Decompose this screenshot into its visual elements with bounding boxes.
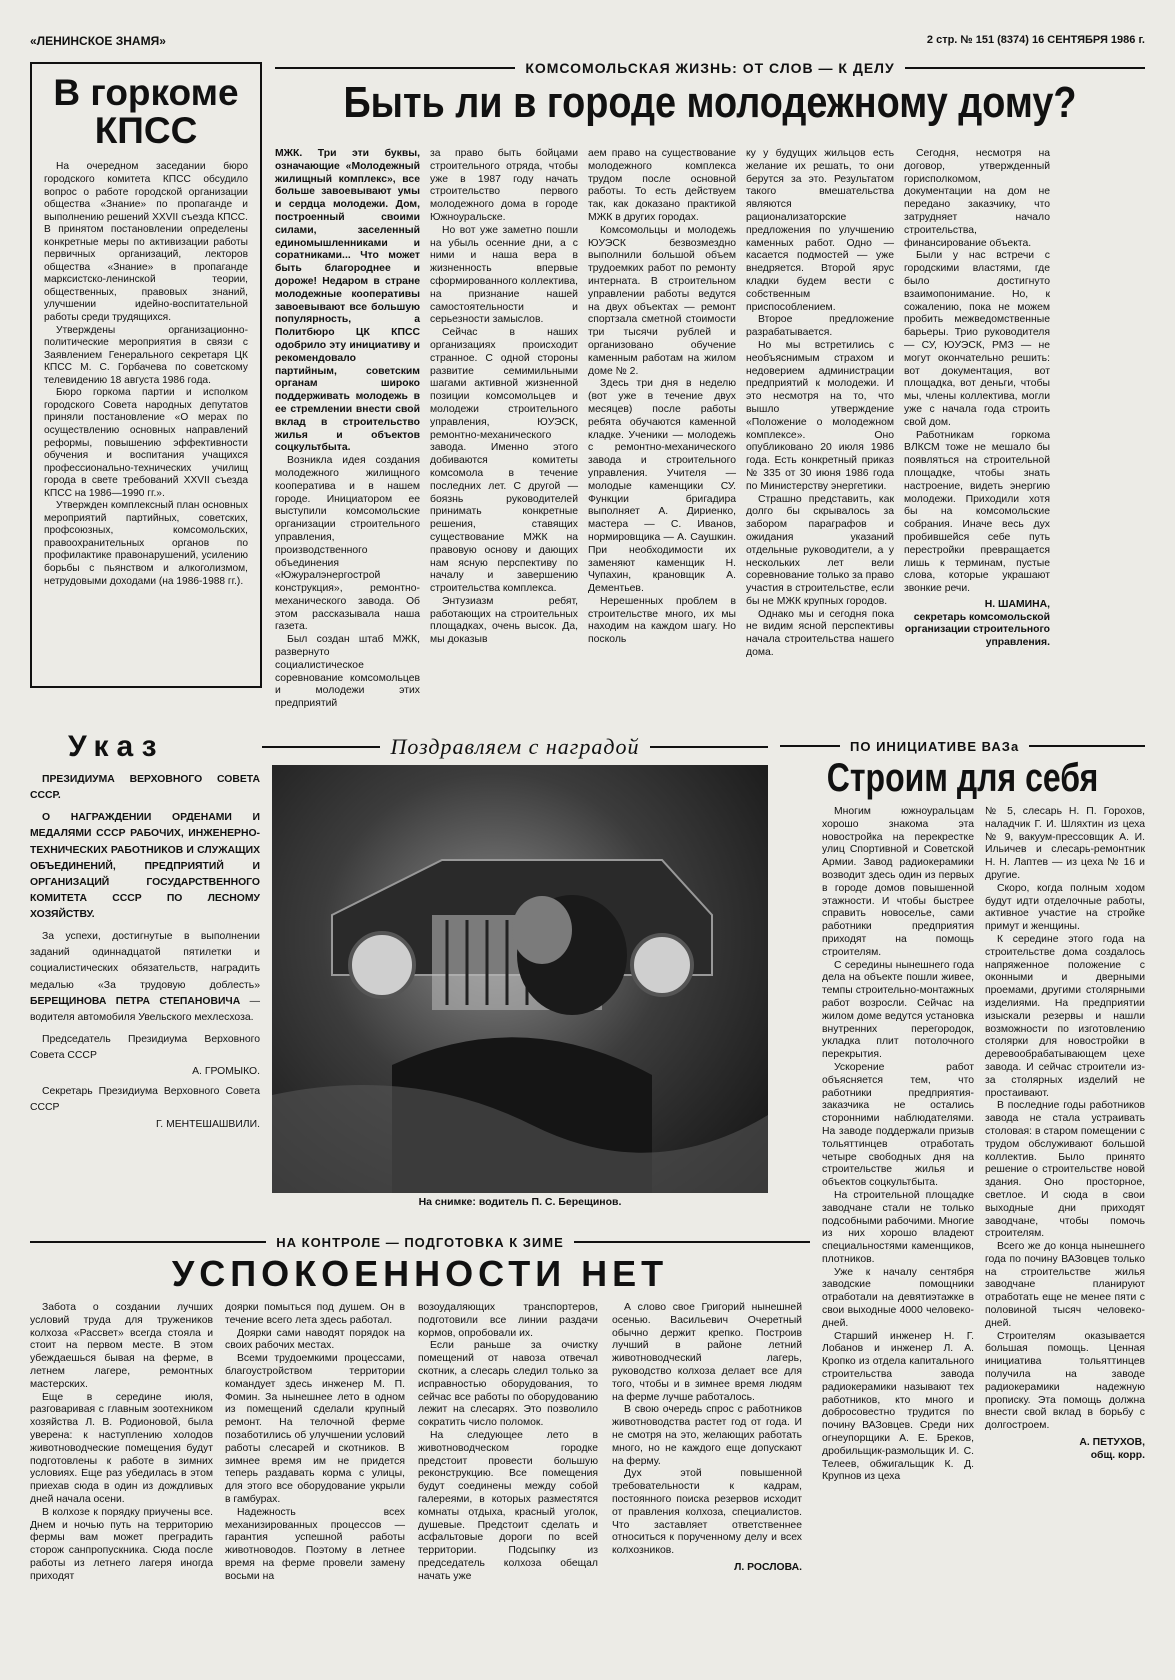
newspaper-name: «ЛЕНИНСКОЕ ЗНАМЯ»	[30, 34, 166, 48]
ukaz-awardee: БЕРЕЩИНОВА ПЕТРА СТЕПАНОВИЧА	[30, 995, 241, 1007]
gorkom-article	[30, 62, 262, 688]
vaz-rubric	[780, 736, 1145, 756]
mzhk-paragraph: Нерешенных проблем в строительстве много, их мы находим на каждом шагу. Но посколь	[588, 595, 736, 646]
zima-column	[418, 1302, 598, 1662]
mzhk-paragraph: Возникла идея создания молодежного жилищного кооператива и в нашем городе. Инициатором ее выступили комсомольские организации строительного управления, производственного объединения «Южуралэнергострой конструкция», ремонтно-механического завода. Об этом рассказывала наша газета.	[275, 455, 420, 633]
vaz-rubric-text: ПО ИНИЦИАТИВЕ ВАЗа	[850, 738, 1020, 754]
gorkom-paragraph: Утвержден комплексный план основных мероприятий партийных, советских, профсоюзных, комсомольских, правоохранительных органов по профилактике правонарушений, усилению борьбы с пьянством и алкоголизмом, нетрудовыми доходами (на 1986-1988 гг.).	[44, 500, 248, 587]
mzhk-paragraph: за право быть бойцами строительного отряда, чтобы уже в 1987 году начать строительство первого молодежного дома в городе Южноуральске.	[430, 148, 578, 223]
zima-paragraph: доярки помыться под душем. Он в течение всего лета здесь работал.	[225, 1302, 405, 1326]
mzhk-column	[430, 148, 578, 684]
mzhk-paragraph: Работникам горкома ВЛКСМ тоже не мешало бы появляться на строительной площадке, чтобы знать настроение, видеть энергию молодежи. Приходили хотя бы на комсомольские собрания. Иначе весь дух пробившейся себе путь перестройки превращается лишь к терминам, пустые слова, которые украшают звонкие речи.	[904, 429, 1050, 595]
mzhk-paragraph: Сегодня, несмотря на договор, утвержденный горисполкомом, документации на дом не передано заказчику, что затрудняет начало строительства, финансирование объекта.	[904, 148, 1050, 249]
ukaz-sign1-name: А. ГРОМЫКО.	[192, 1066, 260, 1078]
mzhk-paragraph: Здесь три дня в неделю (вот уже в течение двух месяцев) после работы ребята обучаются каменной кладке. Ученики — молодежь с ремонтно-механического завода и строительного управления. Учителя — молодые каменщики СУ. Функции бригадира выполняет А. Дириенко, мастера — С. Иванов, нормировщика — А. Саушкин. При необходимости их заменяют каменщик Н. Чупахин, крановщик А. Дементьев.	[588, 378, 736, 595]
rubric-line	[650, 746, 768, 748]
zima-signature: Л. РОСЛОВА.	[734, 1561, 802, 1573]
vaz-paragraph: К середине этого года на строительстве дома создалось напряженное положение с оконными и дверными проемами, другими столярными изделиями. На предприятии изыскали резервы и нашли возможности по изготовлению столярки для новостройки в деревообрабатывающем цехе завода. И сейчас строители из-за столярных изделий не простаивают.	[985, 933, 1145, 1099]
photo-rubric	[262, 736, 768, 758]
mzhk-paragraph: Были у нас встречи с городскими властями, где было достигнуто взаимопонимание. Но, к сожалению, пока не можем пробить межведомственные барьеры. Трио руководителя — СУ, ЮУЭСК, РМЗ — не могут окончательно решить: вот документация, вот площадка, вот деньги, чтобы мы, члены коллектива, могли уже с начала года строить свой дом.	[904, 250, 1050, 428]
mzhk-paragraph: Был создан штаб МЖК, развернуто социалистическое соревнование комсомольцев и молодежи этих предприятий	[275, 634, 420, 710]
zima-paragraph: Всеми трудоемкими процессами, благоустройством территории командует здесь инженер М. П. Фомин. За нынешнее лето в одном из помещений сделали крупный ремонт. На телочной ферме позаботились об улучшении условий работы слесарей и скотников. В зимнее время им не придется теперь раздавать корма с улицы, для этого все оборудование укрыли в гамбурах.	[225, 1353, 405, 1505]
truck-driver-image	[272, 765, 768, 1193]
zima-paragraph: А слово свое Григорий нынешней осенью. Васильевич Очеретный обычно держит крепко. Построив лучший в районе летний животноводческий лагерь, руководство колхоза делает все для того, чтобы и в зимнее время людям на ферме лучше работалось.	[612, 1302, 802, 1403]
zima-paragraph: Дух этой повышенной требовательности к кадрам, постоянного поиска резервов исходит от правления колхоза, специалистов. Что заставляет ответственнее относиться к порученному делу и всех колхозников.	[612, 1468, 802, 1557]
mzhk-paragraph: Однако мы и сегодня пока не видим ясной перспективы начала строительства нашего дома.	[746, 608, 894, 659]
zima-paragraph: Еще в середине июля, разговаривая с главным зоотехником хозяйства Л. В. Родионовой, была уверена: к наступлению холодов животноводческие помещения будут подготовлены к работе в зимних условиях. Еще раз убедилась в этом приехав сюда в один из дождливых дней начала осени.	[30, 1391, 213, 1505]
zima-headline: УСПОКОЕННОСТИ НЕТ	[171, 1253, 669, 1294]
mzhk-paragraph: Комсомольцы и молодежь ЮУЭСК безвозмездно выполнили большой объем трудоемких работ по ремонту интерната. В строительном управлении работы ведутся на двух объектах — ремонт спортзала сметной стоимости три тысячи рублей и организовано обучение каменным работам на жилом доме № 2.	[588, 224, 736, 377]
gorkom-paragraph: Утверждены организационно-политические мероприятия в связи с Заявлением Генерального секретаря ЦК КПСС М. С. Горбачева по советскому телевидению 18 августа 1986 года.	[44, 324, 248, 386]
mzhk-paragraph: Энтузиазм ребят, работающих на строительных площадках, очень высок. Да, мы доказыв	[430, 595, 578, 646]
zima-paragraph: возоудаляющих транспортеров, подготовили все линии раздачи кормов, опробовали их.	[418, 1302, 598, 1339]
photo-rubric-text: Поздравляем с наградой	[390, 734, 640, 759]
vaz-paragraph: Скоро, когда полным ходом будут идти отделочные работы, активное участие на стройке примут и женщины.	[985, 882, 1145, 933]
zima-rubric-text: НА КОНТРОЛЕ — ПОДГОТОВКА К ЗИМЕ	[276, 1234, 564, 1250]
mzhk-paragraph: Сейчас в наших организациях происходит странное. С одной стороны развитие семимильными шагами активной жизненной позиции комсомольцев и молодежи строительного управления, ЮУЭСК, ремонтно-механического завода. Именно этого добиваются комитеты комсомола в течение последних лет. С другой — боязнь руководителей принимать конкретные решения, ставящих существование МЖК на правовую основу и дающих нам ясную перспективу по началу и завершению строительства комплекса.	[430, 327, 578, 595]
rubric-line	[30, 1241, 266, 1243]
rubric-line	[262, 746, 380, 748]
mzhk-column	[904, 148, 1145, 688]
photo-caption: На снимке: водитель П. С. Берещинов.	[418, 1196, 622, 1208]
vaz-paragraph: В последние годы работников завода не стала устраивать столовая: в старом помещении с трудом обслуживают большой коллектив. Было принято решение о строительстве новой здания. Оно просторное, светлое. И сюда в свои выходные дни приходят заводчане, чтобы помочь строителям.	[985, 1100, 1145, 1240]
rubric-text: КОМСОМОЛЬСКАЯ ЖИЗНЬ: ОТ СЛОВ — К ДЕЛУ	[525, 60, 895, 76]
ukaz-text-start: За успехи, достигнутые в выполнении заданий одиннадцатой пятилетки и социалистических обязательств, наградить медалью «За трудовую доблесть»	[30, 931, 260, 991]
rubric-line	[574, 1241, 810, 1243]
issue-line: 2 стр. № 151 (8374) 16 СЕНТЯБРЯ 1986 г.	[926, 34, 1145, 46]
ukaz-body	[30, 772, 260, 1133]
ukaz-sign2-name: Г. МЕНТЕШАШВИЛИ.	[155, 1118, 260, 1130]
vaz-paragraph: Ускорение работ объясняется тем, что работники предприятия-заказчика не остались сторонними наблюдателями. На заводе поддержали призыв тольяттинцев отработать четыре свободных дня на строительстве жилья и объектов соцкультбыта.	[822, 1061, 974, 1189]
mzhk-paragraph: Но вот уже заметно пошли на убыль осенние дни, а с ними и наша вера в жизненность впервые сформированного коллектива, на признание нашей самостоятельности и серьезности замыслов.	[430, 224, 578, 326]
gorkom-title: В горкоме КПСС	[53, 72, 239, 151]
vaz-paragraph: Всего же до конца нынешнего года по почину ВАЗовцев только на строительстве жилья заводчане планируют отработать еще не менее пяти с половиной тысяч человеко-дней.	[985, 1241, 1145, 1329]
ukaz-subtitle: ПРЕЗИДИУМА ВЕРХОВНОГО СОВЕТА СССР.	[30, 774, 260, 802]
mzhk-column	[588, 148, 736, 684]
mzhk-rubric	[275, 58, 1145, 78]
mzhk-signature: Н. ШАМИНА,	[984, 598, 1050, 610]
mzhk-signature-role: секретарь комсомольской организации строительного управления.	[904, 611, 1050, 649]
mzhk-paragraph: Второе предложение разрабатывается.	[746, 314, 894, 339]
zima-column	[30, 1302, 213, 1662]
rubric-line	[1029, 745, 1145, 747]
vaz-paragraph: № 5, слесарь Н. П. Горохов, наладчик Г. И. Шляхтин из цеха № 9, вакуум-прессовщик А. И. Ильичев и слесарь-ремонтник Н. Н. Лаптев — из цеха № 16 и другие.	[985, 806, 1145, 881]
gorkom-body	[44, 161, 248, 588]
vaz-paragraph: На строительной площадке заводчане стали не только подсобными рабочими. Многие из них хорошо владеют специальностями каменщиков, плотников.	[822, 1189, 974, 1265]
zima-column	[612, 1302, 802, 1662]
zima-paragraph: В колхозе к порядку приучены все. Днем и ночью путь на территорию фермы вам может преградить сторож санпропускника. Сюда после работы из летнего лагеря иногда приходят	[30, 1506, 213, 1582]
vaz-signature-role: общ. корр.	[1090, 1449, 1145, 1461]
mzhk-paragraph: Но мы встретились с необъяснимым страхом и недоверием администрации предприятий к молодежи. И это несмотря на то, что вышло утверждение «Положение о молодежном комплексе». Оно опубликовано 20 июля 1986 года. Есть конкретный приказ № 335 от 30 июня 1986 года по Министерству энергетики.	[746, 339, 894, 492]
mzhk-column	[275, 148, 420, 710]
gorkom-paragraph: На очередном заседании бюро городского комитета КПСС обсудило вопрос о работе городской организации общества «Знание» по пропаганде и выполнению решений XXVII съезда КПСС. В принятом постановлении определены конкретные меры по активизации работы первичных организаций, лекторов общества «Знание» в пропаганде марксистско-ленинской теории, общественных, правовых знаний, улучшении идейно-воспитательной работы среди трудящихся.	[44, 161, 248, 324]
mzhk-paragraph: ку у будущих жильцов есть желание их решать, то они берутся за это. Результатом такого вмешательства являются рационализаторские предложения по улучшению каменных работ. Одно — касается подмостей — уже внедряется. Второй ярус кладки будем вести с собственным приспособлением.	[746, 148, 894, 313]
ukaz-sign1-role: Председатель Президиума Верховного Совета СССР	[30, 1033, 260, 1061]
zima-paragraph: Надежность всех механизированных процессов — гарантия успешной работы животноводов. Поэтому в летнее время на ферме провели замену восьми на	[225, 1506, 405, 1582]
zima-paragraph: В свою очередь спрос с работников животноводства растет год от года. И не смотря на это, желающих работать много, но не каждого еще допускают на ферму.	[612, 1404, 802, 1467]
vaz-signature: А. ПЕТУХОВ,	[1079, 1437, 1145, 1449]
ukaz-title: Указ	[68, 730, 165, 763]
award-photo	[272, 765, 768, 1193]
mzhk-lead: МЖК. Три эти буквы, означающие «Молодежный жилищный комплекс», все больше завоевывают умы и сердца молодежи. Дом, построенный своими силами, заселенный единомышленниками и соратниками... Что может быть благороднее и дороже! Недаром в стране молодежные кооперативы завоевывают все большую популярность, а Политбюро ЦК КПСС одобрило эту инициативу и рекомендовало партийным, советским органам широко поддерживать молодежь в ее стремлении внести свой вклад в строительство жилья и объектов соцкультбыта.	[275, 148, 420, 454]
gorkom-paragraph: Бюро горкома партии и исполком городского Совета народных депутатов приняли постановление «О мерах по осуществлению основных направлений реформы, повышению эффективности обучения и воспитания учащихся профессионально-технических училищ города в свете требований XXVII съезда КПСС на 1986—1990 гг.».	[44, 387, 248, 499]
vaz-paragraph: Строителям оказывается большая помощь. Ценная инициатива тольяттинцев получила на заводе радиокерамики надежную прописку. Эта помощь должна внести свой вклад в борьбу с долгостроем.	[985, 1330, 1145, 1432]
vaz-paragraph: Уже к началу сентября заводские помощники отработали на девятиэтажке в свои выходные 4000 человеко-дней.	[822, 1266, 974, 1329]
rubric-line	[905, 67, 1145, 69]
vaz-paragraph: С середины нынешнего года дела на объекте пошли живее, темпы строительно-монтажных работ возросли. Сейчас на жилом доме ведутся установка внутренних перегородок, укладка плит потолочного перекрытия.	[822, 959, 974, 1061]
vaz-column	[822, 806, 974, 1660]
masthead	[30, 30, 1145, 54]
vaz-paragraph: Многим южноуральцам хорошо знакома эта новостройка на перекрестке улиц Спортивной и Советской Армии. Завод радиокерамики возводит здесь один из первых в городе домов повышенной этажности. И чтобы быстрее справить новоселье, сами работники предприятия приходят на помощь строителям.	[822, 806, 974, 958]
vaz-headline: Строим для себя	[826, 756, 1099, 800]
ukaz-decree-title: О НАГРАЖДЕНИИ ОРДЕНАМИ И МЕДАЛЯМИ СССР РАБОЧИХ, ИНЖЕНЕРНО-ТЕХНИЧЕСКИХ РАБОТНИКОВ И СЛУЖАЩИХ ОБЪЕДИНЕНИЙ, ПРЕДПРИЯТИЙ И ОРГАНИЗАЦИЙ ГОСУДАРСТВЕННОГО КОМИТЕТА СССР ПО ЛЕСНОМУ ХОЗЯЙСТВУ.	[30, 812, 260, 920]
zima-paragraph: Доярки сами наводят порядок на своих рабочих местах.	[225, 1327, 405, 1352]
mzhk-paragraph: Страшно представить, как долго бы скрывалось за забором параграфов и ожидания указаний отдельные руководители, а у нескольких лет вели соревнование только за право участия в строительстве, если бы не МЖК крупных городов.	[746, 493, 894, 607]
rubric-line	[780, 745, 840, 747]
zima-paragraph: Забота о создании лучших условий труда для тружеников колхоза «Рассвет» всегда стояла и стоит на первом месте. В этом убеждаешься бывая на ферме, в летнем лагере, ремонтных мастерских.	[30, 1302, 213, 1390]
mzhk-headline: Быть ли в городе молодежному дому?	[343, 78, 1077, 127]
zima-rubric	[30, 1232, 810, 1252]
zima-paragraph: Если раньше за очистку помещений от навоза отвечал скотник, а слесарь следил только за исправностью оборудования, то сейчас все работы по оборудованию лежит на слесарях. Это позволило сократить число поломок.	[418, 1340, 598, 1429]
mzhk-column	[746, 148, 894, 684]
ukaz-sign2-role: Секретарь Президиума Верховного Совета СССР	[30, 1086, 260, 1114]
vaz-column	[985, 806, 1145, 1660]
zima-column	[225, 1302, 405, 1662]
zima-paragraph: На следующее лето в животноводческом городке предстоит провести большую реконструкцию. Все помещения будут соединены между собой галереями, в которых разместятся комнаты отдыха, красный уголок, душевые. Предстоит сделать и асфальтовые дороги по всей территории. Подсыпку из председатель колхоза обещал начать уже	[418, 1429, 598, 1582]
rubric-line	[275, 67, 515, 69]
vaz-paragraph: Старший инженер Н. Г. Лобанов и инженер Л. А. Кропко из отдела капитального строительства завода радиокерамики называют тех работников, кто много и добросовестно трудится по почину ВАЗовцев. Среди них огнеупорщики А. Е. Бреков, дробильщик-размольщик И. С. Телеев, обжигальщик К. Д. Крупнов из цеха	[822, 1330, 974, 1483]
mzhk-paragraph: аем право на существование молодежного комплекса трудом после основной работы. То есть действуем так, как доказано практикой МЖК в других городах.	[588, 148, 736, 223]
ukaz-text-end: — водителя автомобиля Увельского мехлесхоза.	[30, 995, 261, 1023]
ukaz-article	[30, 730, 260, 1160]
ukaz-text	[30, 929, 260, 1026]
